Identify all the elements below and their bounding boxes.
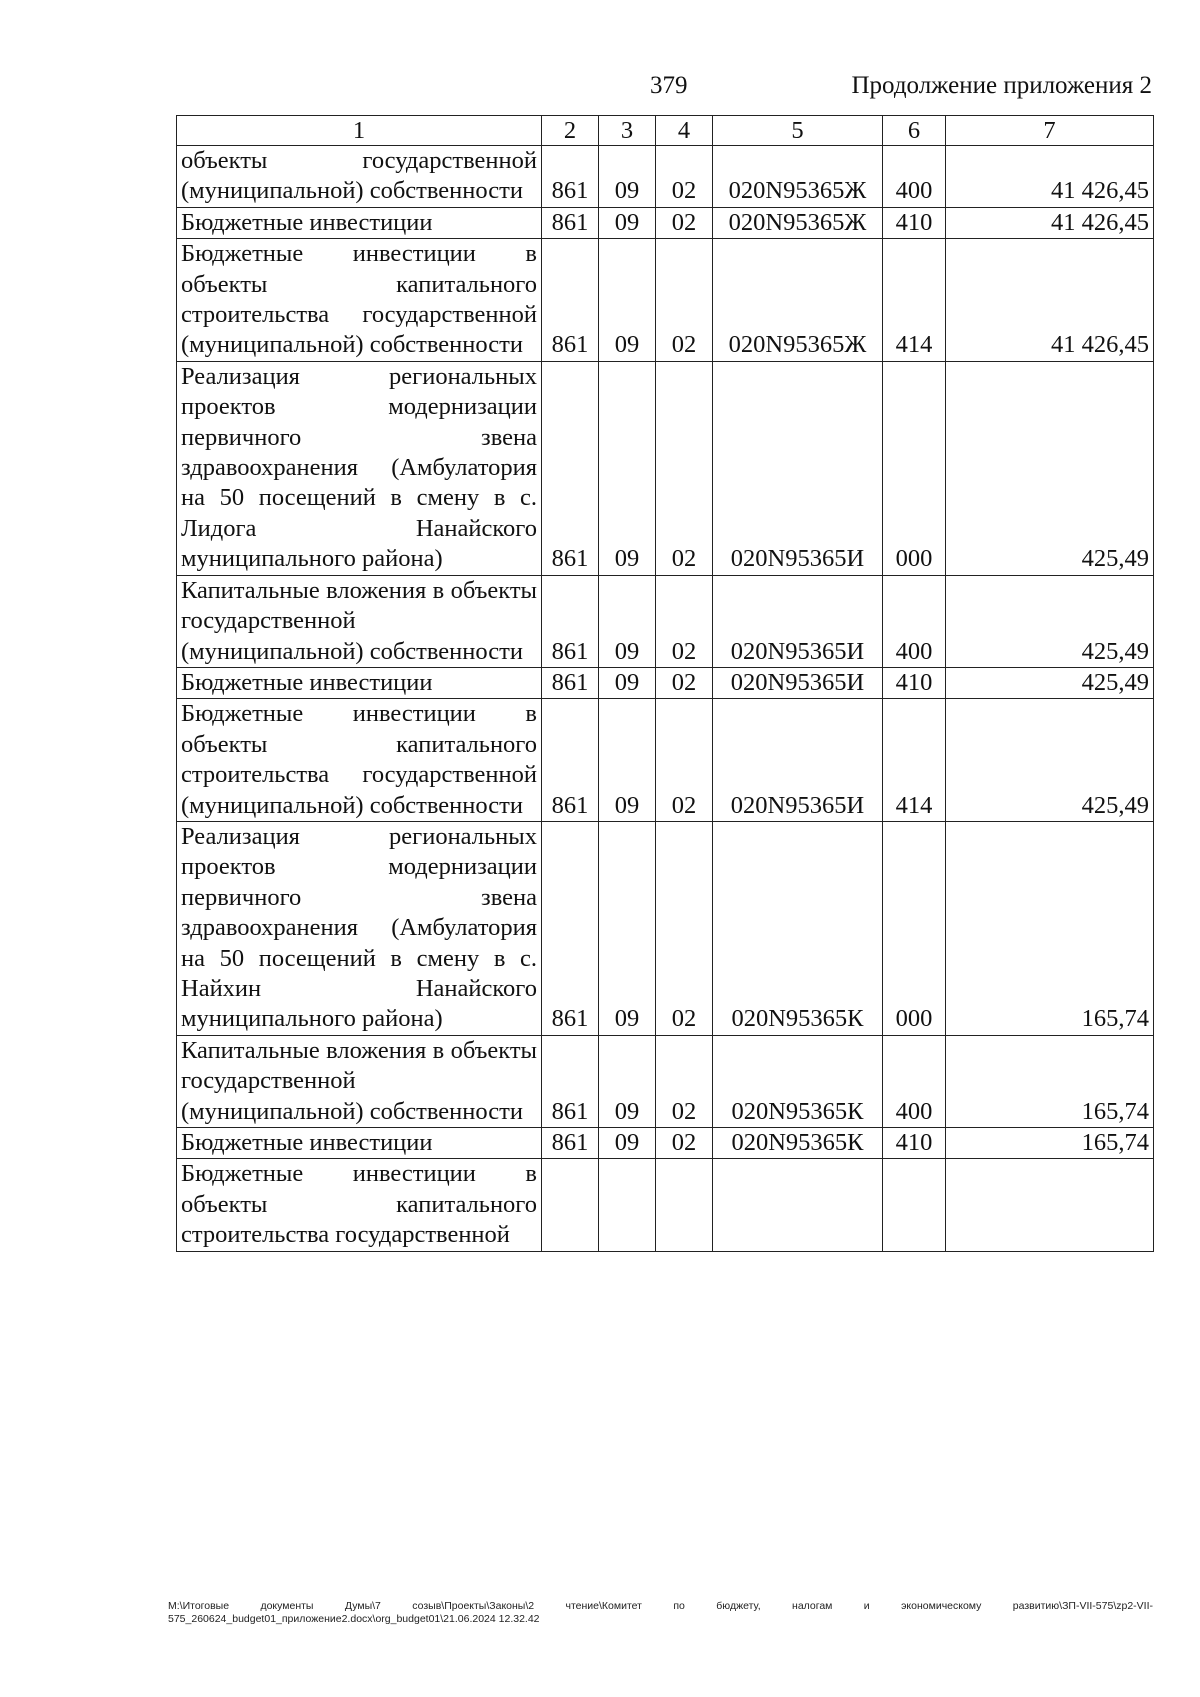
expense-type-code: 414 [883, 699, 946, 822]
expense-name: Бюджетные инвестиции [177, 1128, 542, 1159]
amount: 165,74 [946, 1128, 1154, 1159]
subsection-code: 02 [656, 667, 713, 698]
ministry-code: 861 [542, 1128, 599, 1159]
ministry-code: 861 [542, 1035, 599, 1127]
amount: 425,49 [946, 361, 1154, 575]
table-header-row [177, 116, 1154, 146]
target-article-code: 020N95365И [713, 699, 883, 822]
expense-name: Бюджетные инвестиции в объекты капитального строительства государственной [177, 1159, 542, 1251]
file-path-footer: M:\Итоговые документы Думы\7 созыв\Проекты\Законы\2 чтение\Комитет по бюджету, налогам и экономическому развитию\ЗП-VII-575\zp2-VII-575_260624_budget01_приложение2.docx\org_budget01\21.06.2024 12.32.42 [168, 1600, 1153, 1625]
table-row [177, 575, 1154, 667]
amount: 165,74 [946, 821, 1154, 1035]
subsection-code [656, 1159, 713, 1251]
table-row [177, 207, 1154, 238]
amount: 425,49 [946, 699, 1154, 822]
expense-name: объекты государственной (муниципальной) собственности [177, 146, 542, 208]
table-row [177, 699, 1154, 822]
continuation-title: Продолжение приложения 2 [851, 72, 1152, 99]
amount: 425,49 [946, 667, 1154, 698]
section-code: 09 [599, 575, 656, 667]
expense-type-code [883, 1159, 946, 1251]
expense-name: Бюджетные инвестиции [177, 667, 542, 698]
table-row [177, 361, 1154, 575]
expense-type-code: 000 [883, 821, 946, 1035]
ministry-code [542, 1159, 599, 1251]
subsection-code: 02 [656, 146, 713, 208]
ministry-code: 861 [542, 361, 599, 575]
table-row [177, 667, 1154, 698]
table-row [177, 821, 1154, 1035]
expense-type-code: 400 [883, 575, 946, 667]
section-code: 09 [599, 1035, 656, 1127]
section-code: 09 [599, 361, 656, 575]
page-number: 379 [650, 72, 688, 99]
subsection-code: 02 [656, 821, 713, 1035]
ministry-code: 861 [542, 699, 599, 822]
subsection-code: 02 [656, 1128, 713, 1159]
expense-type-code: 400 [883, 1035, 946, 1127]
amount: 425,49 [946, 575, 1154, 667]
expense-name: Реализация региональных проектов модернизации первичного звена здравоохранения (Амбулатория на 50 посещений в смену в с. Лидога Нанайского муниципального района) [177, 361, 542, 575]
subsection-code: 02 [656, 207, 713, 238]
column-header: 6 [883, 116, 946, 146]
column-header: 1 [177, 116, 542, 146]
ministry-code: 861 [542, 146, 599, 208]
expense-name: Бюджетные инвестиции в объекты капитального строительства государственной (муниципальной) собственности [177, 239, 542, 362]
target-article-code: 020N95365И [713, 575, 883, 667]
ministry-code: 861 [542, 575, 599, 667]
ministry-code: 861 [542, 667, 599, 698]
target-article-code: 020N95365Ж [713, 239, 883, 362]
expense-type-code: 400 [883, 146, 946, 208]
expense-name: Реализация региональных проектов модернизации первичного звена здравоохранения (Амбулатория на 50 посещений в смену в с. Найхин Нанайского муниципального района) [177, 821, 542, 1035]
budget-table [176, 115, 1154, 1252]
subsection-code: 02 [656, 1035, 713, 1127]
column-header: 4 [656, 116, 713, 146]
target-article-code [713, 1159, 883, 1251]
table-row [177, 1035, 1154, 1127]
target-article-code: 020N95365К [713, 821, 883, 1035]
table-row [177, 1159, 1154, 1251]
subsection-code: 02 [656, 239, 713, 362]
column-header: 5 [713, 116, 883, 146]
amount: 41 426,45 [946, 146, 1154, 208]
expense-type-code: 410 [883, 207, 946, 238]
section-code: 09 [599, 667, 656, 698]
section-code: 09 [599, 239, 656, 362]
section-code: 09 [599, 821, 656, 1035]
target-article-code: 020N95365И [713, 667, 883, 698]
table-row [177, 1128, 1154, 1159]
expense-name: Капитальные вложения в объекты государственной (муниципальной) собственности [177, 1035, 542, 1127]
subsection-code: 02 [656, 361, 713, 575]
expense-type-code: 410 [883, 667, 946, 698]
amount [946, 1159, 1154, 1251]
ministry-code: 861 [542, 207, 599, 238]
target-article-code: 020N95365К [713, 1035, 883, 1127]
target-article-code: 020N95365И [713, 361, 883, 575]
amount: 41 426,45 [946, 207, 1154, 238]
ministry-code: 861 [542, 821, 599, 1035]
section-code: 09 [599, 207, 656, 238]
expense-name: Бюджетные инвестиции [177, 207, 542, 238]
section-code: 09 [599, 699, 656, 822]
table-row [177, 146, 1154, 208]
target-article-code: 020N95365К [713, 1128, 883, 1159]
section-code: 09 [599, 1128, 656, 1159]
expense-type-code: 414 [883, 239, 946, 362]
expense-type-code: 410 [883, 1128, 946, 1159]
expense-type-code: 000 [883, 361, 946, 575]
ministry-code: 861 [542, 239, 599, 362]
target-article-code: 020N95365Ж [713, 207, 883, 238]
amount: 41 426,45 [946, 239, 1154, 362]
amount: 165,74 [946, 1035, 1154, 1127]
expense-name: Капитальные вложения в объекты государственной (муниципальной) собственности [177, 575, 542, 667]
column-header: 2 [542, 116, 599, 146]
subsection-code: 02 [656, 699, 713, 822]
target-article-code: 020N95365Ж [713, 146, 883, 208]
expense-name: Бюджетные инвестиции в объекты капитального строительства государственной (муниципальной) собственности [177, 699, 542, 822]
subsection-code: 02 [656, 575, 713, 667]
table-row [177, 239, 1154, 362]
section-code: 09 [599, 146, 656, 208]
column-header: 3 [599, 116, 656, 146]
section-code [599, 1159, 656, 1251]
column-header: 7 [946, 116, 1154, 146]
